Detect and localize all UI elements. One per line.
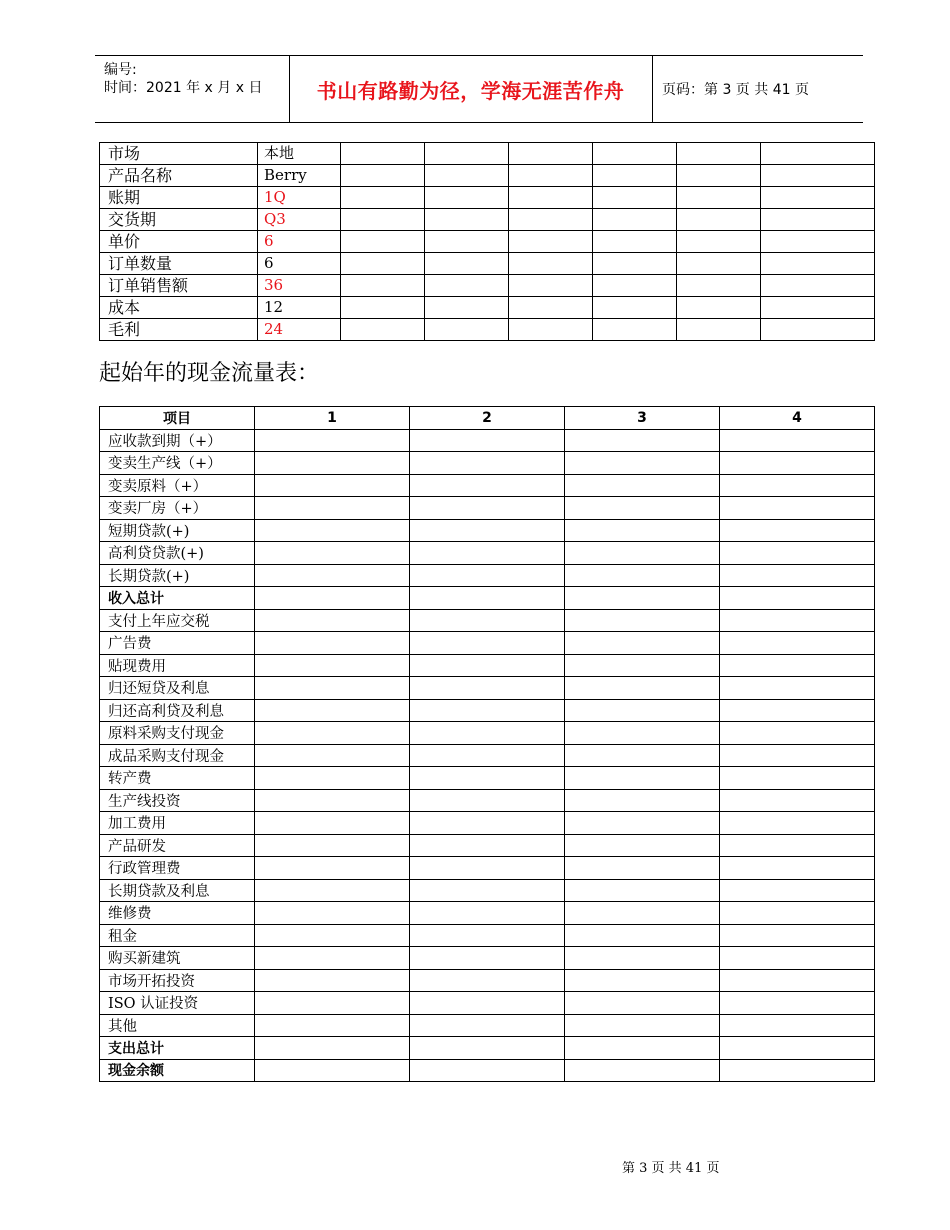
cash-flow-value-cell[interactable] [565,1037,720,1060]
cash-flow-row [100,474,875,497]
header-motto: 书山有路勤为径，学海无涯苦作舟 [316,78,625,103]
cash-flow-value-cell[interactable] [565,699,720,722]
order-empty-cell [761,275,875,297]
cash-flow-value-cell[interactable] [720,879,875,902]
cash-flow-value-cell[interactable] [255,992,410,1015]
order-empty-cell [593,231,677,253]
order-empty-cell [593,319,677,341]
order-empty-cell [341,231,425,253]
cash-flow-row [100,609,875,632]
cash-flow-value-cell[interactable] [565,924,720,947]
cash-flow-row [100,429,875,452]
order-field-value: 1Q [258,187,341,209]
order-field-value: 本地 [258,143,341,165]
order-field-value: 6 [258,253,341,275]
cash-flow-value-cell[interactable] [255,677,410,700]
cash-flow-value-cell[interactable] [255,789,410,812]
cash-flow-row [100,542,875,565]
cash-flow-value-cell[interactable] [565,834,720,857]
cash-flow-row [100,992,875,1015]
order-empty-cell [341,187,425,209]
cash-flow-value-cell[interactable] [410,699,565,722]
cash-flow-value-cell[interactable] [410,654,565,677]
cash-flow-value-cell[interactable] [720,722,875,745]
cash-flow-item-label: 贴现费用 [100,654,255,677]
order-field-label: 交货期 [100,209,258,231]
cash-flow-row [100,677,875,700]
cash-flow-value-cell[interactable] [410,744,565,767]
cash-flow-value-cell[interactable] [255,632,410,655]
cash-flow-value-cell[interactable] [565,879,720,902]
order-empty-cell [509,297,593,319]
order-row [100,231,875,253]
cash-flow-value-cell[interactable] [410,474,565,497]
cash-flow-row [100,789,875,812]
cash-flow-value-cell[interactable] [720,699,875,722]
cash-flow-row [100,564,875,587]
order-empty-cell [593,253,677,275]
cash-flow-value-cell[interactable] [720,947,875,970]
cash-flow-value-cell[interactable] [255,1014,410,1037]
order-empty-cell [761,297,875,319]
cash-flow-row [100,497,875,520]
cash-flow-value-cell[interactable] [255,834,410,857]
cash-flow-value-cell[interactable] [720,564,875,587]
cash-flow-title: 起始年的现金流量表： [99,361,320,386]
order-empty-cell [425,187,509,209]
cash-flow-item-label: 行政管理费 [100,857,255,880]
cash-flow-value-cell[interactable] [720,587,875,610]
order-empty-cell [341,143,425,165]
order-row [100,187,875,209]
cash-flow-value-cell[interactable] [720,924,875,947]
header-meta-cell [95,56,290,122]
cash-flow-row [100,834,875,857]
order-empty-cell [761,253,875,275]
cash-flow-value-cell[interactable] [410,429,565,452]
order-empty-cell [677,209,761,231]
cash-flow-item-label: 归还短贷及利息 [100,677,255,700]
cash-flow-row [100,1059,875,1082]
cash-flow-value-cell[interactable] [255,564,410,587]
column-header-period: 1 [255,407,410,430]
order-empty-cell [677,231,761,253]
cash-flow-item-label: 其他 [100,1014,255,1037]
cash-flow-value-cell[interactable] [720,789,875,812]
cash-flow-value-cell[interactable] [565,542,720,565]
order-empty-cell [509,275,593,297]
column-header-period: 3 [565,407,720,430]
document-date: 时间：2021 年 x 月 x 日 [104,80,263,96]
cash-flow-value-cell[interactable] [255,879,410,902]
order-empty-cell [761,231,875,253]
cash-flow-value-cell[interactable] [565,632,720,655]
cash-flow-value-cell[interactable] [410,722,565,745]
order-field-value: 24 [258,319,341,341]
cash-flow-value-cell[interactable] [410,1059,565,1082]
cash-flow-value-cell[interactable] [410,1037,565,1060]
cash-flow-value-cell[interactable] [410,519,565,542]
order-empty-cell [509,231,593,253]
order-row [100,297,875,319]
cash-flow-item-label: 成品采购支付现金 [100,744,255,767]
order-empty-cell [677,319,761,341]
cash-flow-value-cell[interactable] [255,744,410,767]
cash-flow-value-cell[interactable] [720,1059,875,1082]
cash-flow-value-cell[interactable] [255,497,410,520]
cash-flow-value-cell[interactable] [410,767,565,790]
cash-flow-item-label: 产品研发 [100,834,255,857]
order-empty-cell [593,297,677,319]
order-empty-cell [425,253,509,275]
cash-flow-item-label: 变卖生产线（+） [100,452,255,475]
cash-flow-row [100,902,875,925]
order-field-value: 36 [258,275,341,297]
cash-flow-value-cell[interactable] [720,429,875,452]
order-empty-cell [341,165,425,187]
cash-flow-item-label: 生产线投资 [100,789,255,812]
order-row [100,275,875,297]
cash-flow-value-cell[interactable] [410,564,565,587]
cash-flow-item-label: 变卖原料（+） [100,474,255,497]
cash-flow-row [100,722,875,745]
cash-flow-item-label: 市场开拓投资 [100,969,255,992]
cash-flow-value-cell[interactable] [565,519,720,542]
cash-flow-value-cell[interactable] [255,924,410,947]
column-header-item: 项目 [100,407,255,430]
cash-flow-value-cell[interactable] [255,722,410,745]
cash-flow-value-cell[interactable] [410,789,565,812]
order-empty-cell [425,275,509,297]
cash-flow-value-cell[interactable] [720,969,875,992]
order-empty-cell [425,297,509,319]
order-empty-cell [593,209,677,231]
cash-flow-value-cell[interactable] [720,654,875,677]
cash-flow-value-cell[interactable] [565,587,720,610]
order-field-label: 产品名称 [100,165,258,187]
cash-flow-value-cell[interactable] [410,1014,565,1037]
order-row [100,143,875,165]
order-field-label: 订单数量 [100,253,258,275]
cash-flow-value-cell[interactable] [565,902,720,925]
order-empty-cell [425,143,509,165]
cash-flow-value-cell[interactable] [255,1037,410,1060]
cash-flow-item-label: 高利贷贷款(+) [100,542,255,565]
cash-flow-value-cell[interactable] [410,902,565,925]
cash-flow-value-cell[interactable] [565,677,720,700]
cash-flow-value-cell[interactable] [255,587,410,610]
order-empty-cell [509,187,593,209]
cash-flow-item-label: 应收款到期（+） [100,429,255,452]
cash-flow-value-cell[interactable] [410,947,565,970]
cash-flow-value-cell[interactable] [410,924,565,947]
order-field-value: 12 [258,297,341,319]
cash-flow-row [100,947,875,970]
cash-flow-row [100,632,875,655]
cash-flow-row [100,587,875,610]
cash-flow-item-label: 维修费 [100,902,255,925]
order-field-label: 成本 [100,297,258,319]
cash-flow-total-label: 收入总计 [100,587,255,610]
order-row [100,253,875,275]
order-empty-cell [509,209,593,231]
cash-flow-value-cell[interactable] [720,857,875,880]
header-motto-cell [289,56,653,122]
order-empty-cell [341,253,425,275]
cash-flow-value-cell[interactable] [410,969,565,992]
cash-flow-item-label: 归还高利贷及利息 [100,699,255,722]
cash-flow-row [100,452,875,475]
order-empty-cell [341,319,425,341]
cash-flow-value-cell[interactable] [565,609,720,632]
order-empty-cell [341,209,425,231]
order-field-label: 订单销售额 [100,275,258,297]
cash-flow-value-cell[interactable] [565,857,720,880]
cash-flow-value-cell[interactable] [255,542,410,565]
cash-flow-value-cell[interactable] [410,587,565,610]
cash-flow-value-cell[interactable] [720,1014,875,1037]
order-empty-cell [509,143,593,165]
header-page-code: 页码：第 3 页 共 41 页 [662,82,809,98]
order-table [99,142,875,341]
document-number-label: 编号: [104,62,137,78]
cash-flow-header-row [100,407,875,430]
cash-flow-row [100,969,875,992]
order-empty-cell [761,143,875,165]
page-header [95,55,863,123]
cash-flow-value-cell[interactable] [565,767,720,790]
cash-flow-table [99,406,875,1082]
order-empty-cell [761,187,875,209]
column-header-period: 4 [720,407,875,430]
cash-flow-value-cell[interactable] [720,452,875,475]
order-empty-cell [593,143,677,165]
cash-flow-value-cell[interactable] [410,812,565,835]
cash-flow-row [100,879,875,902]
cash-flow-value-cell[interactable] [410,834,565,857]
column-header-period: 2 [410,407,565,430]
order-row [100,209,875,231]
order-empty-cell [677,143,761,165]
cash-flow-value-cell[interactable] [410,452,565,475]
order-field-value: Q3 [258,209,341,231]
cash-flow-value-cell[interactable] [720,497,875,520]
cash-flow-value-cell[interactable] [410,497,565,520]
cash-flow-value-cell[interactable] [410,879,565,902]
cash-flow-row [100,654,875,677]
order-empty-cell [341,275,425,297]
order-empty-cell [425,319,509,341]
cash-flow-value-cell[interactable] [255,519,410,542]
order-field-label: 市场 [100,143,258,165]
cash-flow-row [100,1014,875,1037]
cash-flow-value-cell[interactable] [255,902,410,925]
cash-flow-value-cell[interactable] [410,992,565,1015]
order-field-value: Berry [258,165,341,187]
cash-flow-value-cell[interactable] [720,474,875,497]
page-footer: 第 3 页 共 41 页 [622,1161,720,1176]
order-empty-cell [761,209,875,231]
cash-flow-row [100,767,875,790]
order-empty-cell [509,165,593,187]
order-empty-cell [425,165,509,187]
cash-flow-value-cell[interactable] [565,452,720,475]
cash-flow-value-cell[interactable] [565,564,720,587]
order-empty-cell [677,297,761,319]
cash-flow-value-cell[interactable] [255,699,410,722]
order-row [100,165,875,187]
order-empty-cell [593,275,677,297]
order-field-label: 毛利 [100,319,258,341]
cash-flow-value-cell[interactable] [720,632,875,655]
cash-flow-item-label: 广告费 [100,632,255,655]
cash-flow-value-cell[interactable] [720,834,875,857]
cash-flow-value-cell[interactable] [255,947,410,970]
cash-flow-value-cell[interactable] [565,1059,720,1082]
header-page-cell [652,56,863,122]
cash-flow-value-cell[interactable] [410,609,565,632]
cash-flow-value-cell[interactable] [720,767,875,790]
cash-flow-value-cell[interactable] [565,429,720,452]
cash-flow-item-label: 长期贷款及利息 [100,879,255,902]
cash-flow-item-label: 购买新建筑 [100,947,255,970]
order-empty-cell [593,165,677,187]
cash-flow-value-cell[interactable] [720,677,875,700]
cash-flow-value-cell[interactable] [410,542,565,565]
cash-flow-value-cell[interactable] [565,654,720,677]
order-empty-cell [761,319,875,341]
cash-flow-value-cell[interactable] [255,767,410,790]
cash-flow-value-cell[interactable] [720,902,875,925]
order-empty-cell [677,253,761,275]
cash-flow-value-cell[interactable] [255,857,410,880]
cash-flow-value-cell[interactable] [720,609,875,632]
cash-flow-value-cell[interactable] [565,722,720,745]
order-empty-cell [341,297,425,319]
cash-flow-value-cell[interactable] [565,744,720,767]
cash-flow-value-cell[interactable] [255,654,410,677]
cash-flow-value-cell[interactable] [255,474,410,497]
order-empty-cell [509,319,593,341]
cash-flow-value-cell[interactable] [565,992,720,1015]
cash-flow-row [100,857,875,880]
order-empty-cell [677,187,761,209]
cash-flow-value-cell[interactable] [565,969,720,992]
cash-flow-value-cell[interactable] [565,474,720,497]
cash-flow-total-label: 支出总计 [100,1037,255,1060]
cash-flow-value-cell[interactable] [720,744,875,767]
cash-flow-item-label: 原料采购支付现金 [100,722,255,745]
cash-flow-row [100,699,875,722]
cash-flow-value-cell[interactable] [410,632,565,655]
cash-flow-value-cell[interactable] [410,857,565,880]
cash-flow-value-cell[interactable] [255,452,410,475]
order-row [100,319,875,341]
cash-flow-value-cell[interactable] [720,812,875,835]
order-field-value: 6 [258,231,341,253]
cash-flow-value-cell[interactable] [565,789,720,812]
cash-flow-item-label: 变卖厂房（+） [100,497,255,520]
order-empty-cell [761,165,875,187]
cash-flow-item-label: 转产费 [100,767,255,790]
cash-flow-value-cell[interactable] [565,947,720,970]
cash-flow-total-label: 现金余额 [100,1059,255,1082]
order-empty-cell [677,165,761,187]
cash-flow-item-label: 租金 [100,924,255,947]
order-field-label: 账期 [100,187,258,209]
cash-flow-value-cell[interactable] [255,812,410,835]
cash-flow-item-label: 加工费用 [100,812,255,835]
order-empty-cell [425,209,509,231]
cash-flow-value-cell[interactable] [410,677,565,700]
cash-flow-value-cell[interactable] [720,1037,875,1060]
order-empty-cell [593,187,677,209]
cash-flow-value-cell[interactable] [720,519,875,542]
cash-flow-value-cell[interactable] [255,429,410,452]
cash-flow-row [100,744,875,767]
cash-flow-item-label: 长期贷款(+) [100,564,255,587]
cash-flow-value-cell[interactable] [720,542,875,565]
cash-flow-value-cell[interactable] [720,992,875,1015]
cash-flow-value-cell[interactable] [255,1059,410,1082]
cash-flow-value-cell[interactable] [565,812,720,835]
cash-flow-value-cell[interactable] [255,609,410,632]
cash-flow-value-cell[interactable] [565,1014,720,1037]
order-empty-cell [509,253,593,275]
cash-flow-value-cell[interactable] [255,969,410,992]
cash-flow-item-label: 短期贷款(+) [100,519,255,542]
cash-flow-item-label: ISO 认证投资 [100,992,255,1015]
cash-flow-row [100,812,875,835]
cash-flow-row [100,519,875,542]
cash-flow-row [100,924,875,947]
cash-flow-value-cell[interactable] [565,497,720,520]
order-field-label: 单价 [100,231,258,253]
order-empty-cell [425,231,509,253]
cash-flow-item-label: 支付上年应交税 [100,609,255,632]
cash-flow-row [100,1037,875,1060]
order-empty-cell [677,275,761,297]
